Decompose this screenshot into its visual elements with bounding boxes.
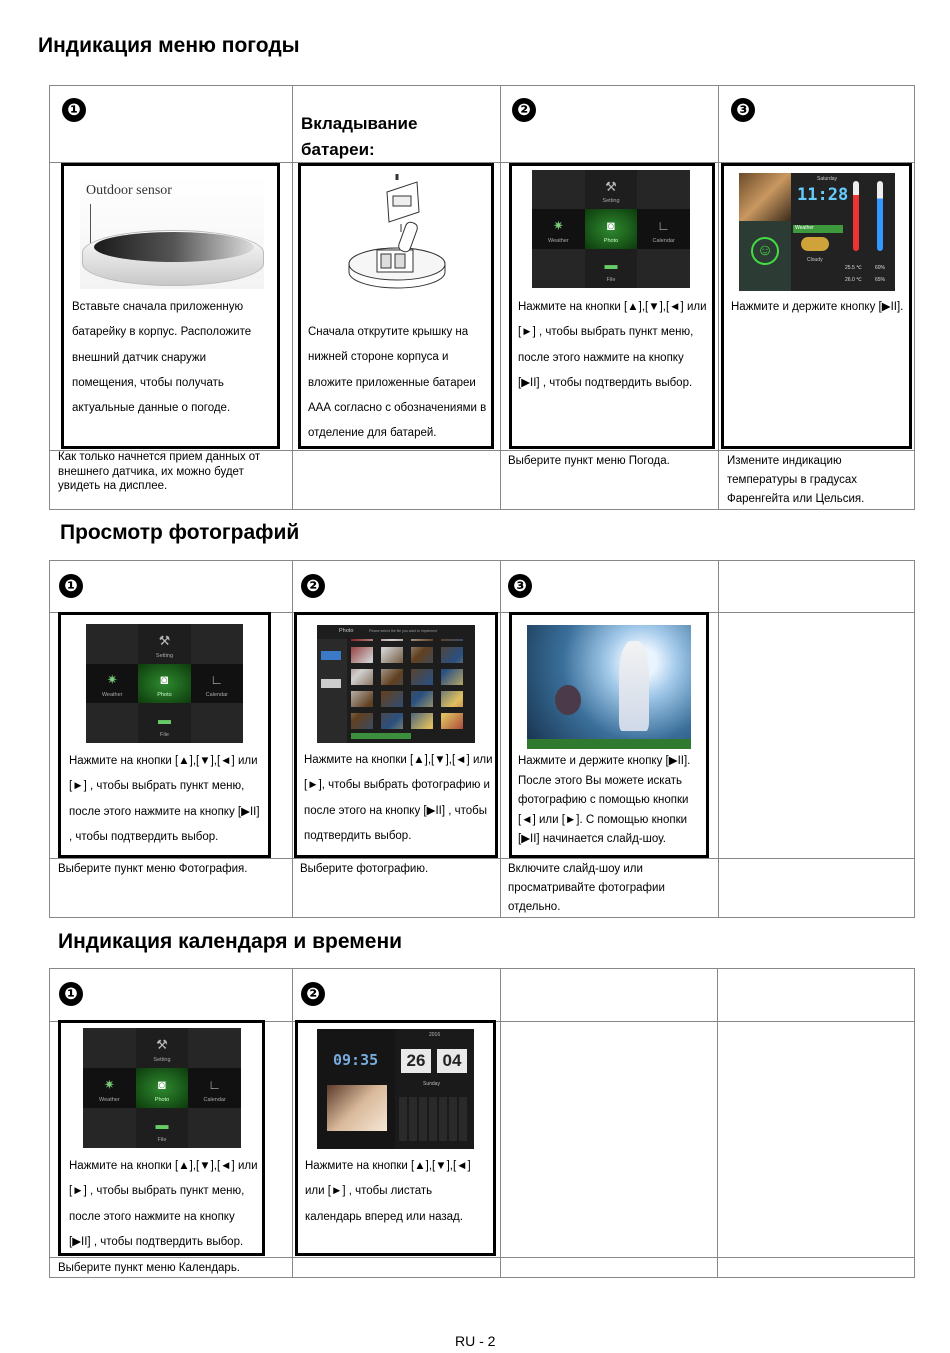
outdoor-sensor-image (80, 176, 264, 289)
thumbnail-grid (351, 639, 471, 729)
weather-col3-text: Нажмите на кнопки [▲],[▼],[◄] или [►] , чтобы выбрать пункт меню, после этого нажмите на кнопку [▶II] , чтобы подтвердить выбор. (518, 301, 707, 389)
calendar-month-grid (399, 1097, 469, 1141)
calendar-caption-1: Выберите пункт меню Календарь. (58, 1262, 241, 1274)
weather-col2-text: Сначала открутите крышку на нижней стороне корпуса и вложите приложенные батареи ААА согласно с обозначениями в отделение для батарей. (308, 326, 487, 440)
photo-browser-panel (294, 612, 498, 858)
photos-step-3-badge: ❸ (508, 574, 532, 598)
battery-diagram (347, 172, 457, 292)
calendar-step-2-badge: ❷ (301, 982, 325, 1006)
photos-caption-3: Включите слайд-шоу или просматривайте фотографии отдельно. (508, 863, 665, 913)
calendar-weekday: Sunday (423, 1081, 440, 1087)
slideshow-panel (509, 612, 709, 858)
page-number: RU - 2 (455, 1333, 496, 1349)
weather-col1-text: Вставьте сначала приложенную батарейку в корпус. Расположите внешний датчик снаружи помещения, чтобы получать актуальные данные о погоде. (72, 301, 252, 415)
calendar-menu-panel (58, 1020, 265, 1256)
photos-caption-2: Выберите фотографию. (300, 863, 429, 875)
screen-weather-label: Weather (795, 225, 814, 231)
calendar-col2-text: Нажмите на кнопки [▲],[▼],[◄] или [►] , чтобы листать календарь вперед или назад. (305, 1160, 471, 1223)
calendar-screen (317, 1029, 474, 1149)
outdoor-sensor-panel (61, 163, 280, 449)
battery-panel (298, 163, 494, 449)
calendar-display-panel (295, 1020, 496, 1256)
weather-display-panel (721, 163, 912, 449)
step-1-badge: ❶ (62, 98, 86, 122)
weather-col4-text: Нажмите и держите кнопку [▶II]. (731, 301, 904, 313)
browser-title: Photo (339, 628, 354, 634)
photos-menu-panel (58, 612, 271, 858)
screen-time: 11:28 (797, 185, 849, 205)
photos-col1-text: Нажмите на кнопки [▲],[▼],[◄] или [►] , чтобы выбрать пункт меню, после этого нажмите на кнопку [▶II] , чтобы подтвердить выбор. (69, 755, 260, 843)
photo-browser-screen (317, 625, 475, 743)
weather-menu-panel (509, 163, 715, 449)
hum-1: 60% (875, 265, 886, 271)
weather-screen (739, 173, 895, 291)
weather-caption-4: Измените индикацию температуры в градусах Фаренгейта или Цельсия. (727, 455, 865, 505)
temp-1: 25.5 ℃ (845, 265, 862, 271)
weather-caption-3: Выберите пункт меню Погода. (508, 455, 670, 467)
clock-display: 09:35 (333, 1051, 379, 1069)
screen-day: Saturday (817, 176, 838, 182)
photos-caption-1: Выберите пункт меню Фотография. (58, 863, 248, 875)
photos-col2-text: Нажмите на кнопки [▲],[▼],[◄] или [►], чтобы выбрать фотографию и после этого на кнопку [▶II] , чтобы подтвердить выбор. (304, 754, 493, 842)
photos-col3-text: Нажмите и держите кнопку [▶II]. После этого Вы можете искать фотографию с помощью кнопки [◄] или [►]. С помощью кнопки [▶II] начинается слайд-шоу. (518, 755, 691, 845)
smiley-icon: ☺ (751, 237, 779, 265)
hum-2: 65% (875, 277, 886, 283)
screen-cloudy: Cloudy (807, 257, 823, 263)
menu-screen: ⚒ Setting ✷ Weather ◙ Photo ∟ Calendar ▬ File (83, 1028, 241, 1148)
battery-heading: Вкладывание батареи: (301, 114, 418, 159)
calendar-year: 2016 (429, 1032, 441, 1038)
step-2-badge: ❷ (512, 98, 536, 122)
temp-2: 26.0 ℃ (845, 277, 862, 283)
cloud-icon (801, 237, 829, 251)
menu-screen: ⚒ Setting ✷ Weather ◙ Photo ∟ Calendar ▬ File (86, 624, 243, 743)
weather-caption-1: Как только начнется прием данных от внешнего датчика, их можно будет увидеть на дисплее. (58, 451, 261, 492)
photos-step-1-badge: ❶ (59, 574, 83, 598)
thermometer-icon (853, 181, 859, 251)
sensor-label: Outdoor sensor (86, 183, 172, 198)
browser-hint: Please select the file you want to implement (369, 629, 438, 633)
photos-section-title: Просмотр фотографий (60, 521, 300, 544)
calendar-section-title: Индикация календаря и времени (58, 930, 403, 953)
slideshow-photo (527, 625, 691, 749)
step-3-badge: ❸ (731, 98, 755, 122)
sensor-top (94, 232, 254, 262)
menu-screen: ⚒ Setting ✷ Weather ◙ Photo ∟ Calendar ▬ File (532, 170, 690, 288)
weather-section-title: Индикация меню погоды (38, 34, 300, 57)
calendar-col1-text: Нажмите на кнопки [▲],[▼],[◄] или [►] , чтобы выбрать пункт меню, после этого нажмите на кнопку [▶II] , чтобы подтвердить выбор. (69, 1160, 258, 1248)
photos-step-2-badge: ❷ (301, 574, 325, 598)
calendar-step-1-badge: ❶ (59, 982, 83, 1006)
calendar-photo (327, 1085, 387, 1131)
calendar-month: 04 (437, 1049, 467, 1073)
calendar-day: 26 (401, 1049, 431, 1073)
hygrometer-icon (877, 181, 883, 251)
